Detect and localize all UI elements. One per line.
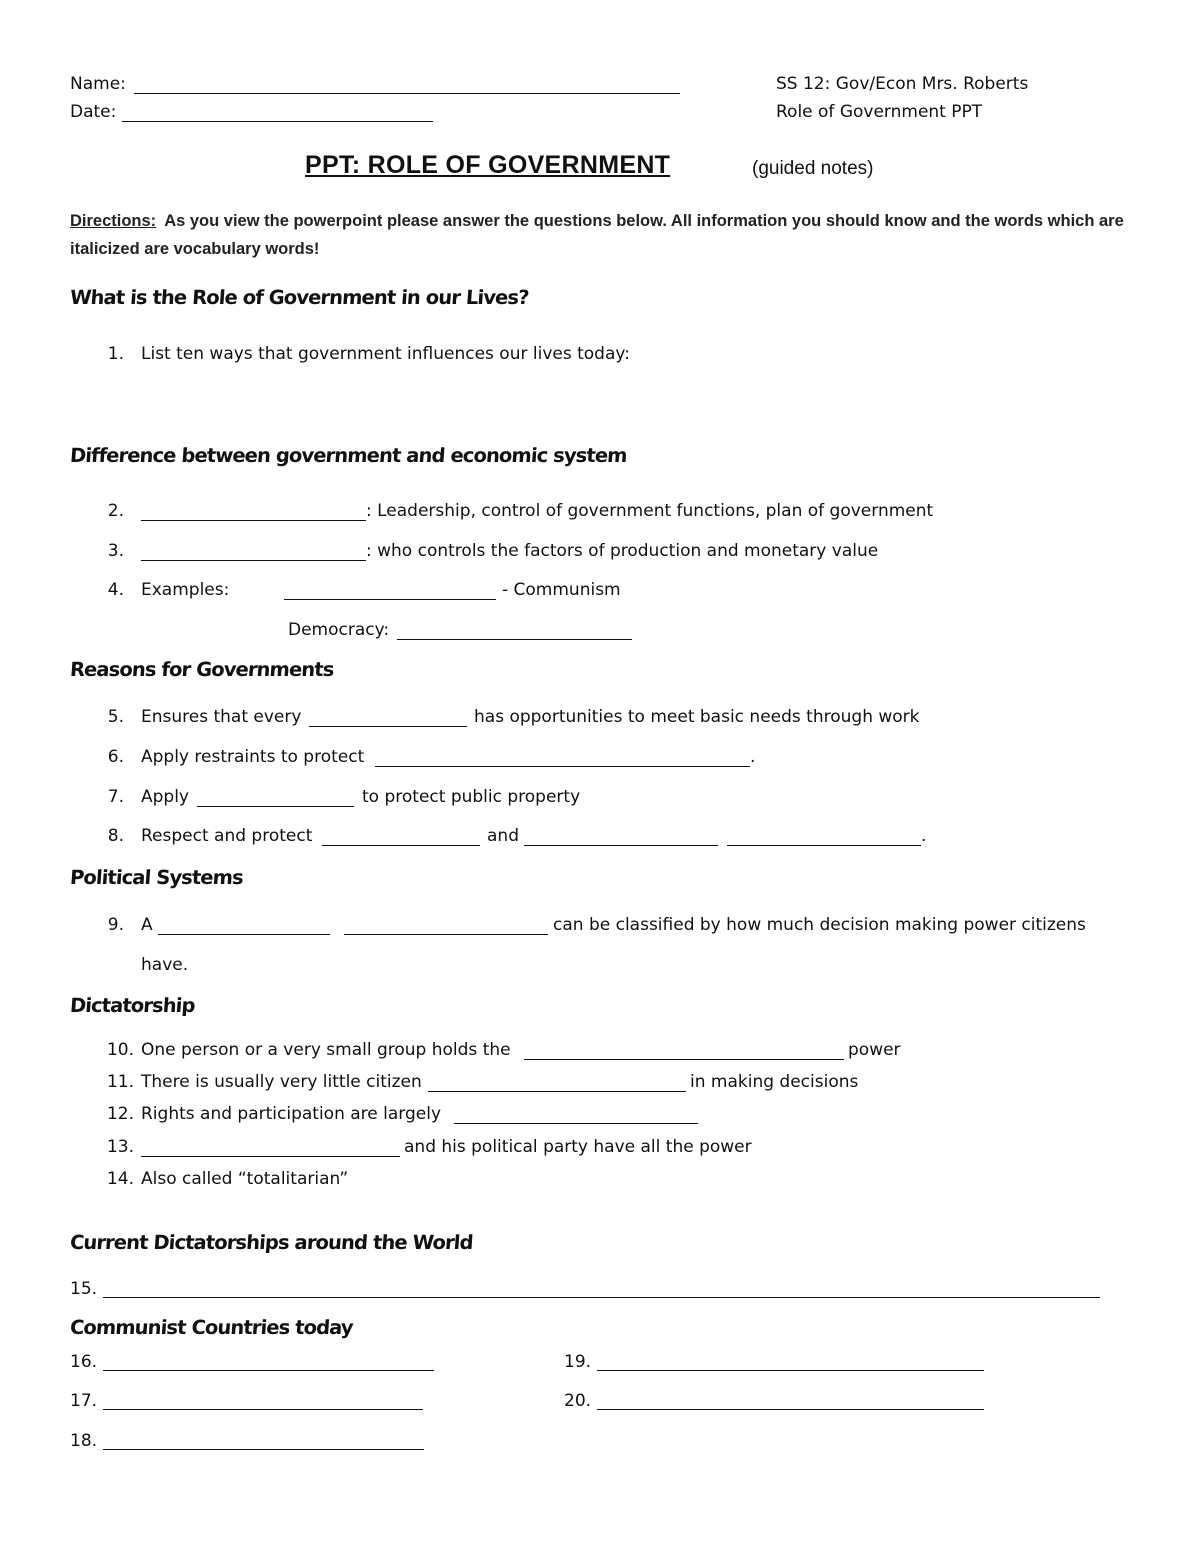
page-subtitle: (guided notes) [752,158,874,179]
question-5-text-end: has opportunities to meet basic needs through work [474,707,920,727]
answer-blank[interactable] [103,1409,423,1410]
answer-blank[interactable] [524,845,718,846]
question-1-text: List ten ways that government influences our lives today: [141,344,630,364]
and-text: and [487,826,519,846]
item-number: 20. [564,1391,592,1411]
question-7-text: Apply [141,787,189,807]
directions-label: Directions: [70,212,157,230]
item-number: 14. [106,1169,134,1189]
item-number: 12. [106,1104,134,1124]
question-3-text: : who controls the factors of production and monetary value [366,541,879,561]
answer-blank[interactable] [103,1449,424,1450]
question-11-text: There is usually very little citizen [141,1072,422,1092]
item-number: 15. [70,1279,98,1299]
period: . [750,747,756,767]
answer-blank[interactable] [322,845,480,846]
answer-blank[interactable] [375,766,750,767]
section-heading-communist-countries: Communist Countries today [69,1316,354,1339]
item-number: 18. [70,1431,98,1451]
section-heading-difference: Difference between government and economic system [69,444,628,467]
item-number: 3. [107,541,124,561]
answer-blank[interactable] [158,934,330,935]
item-number: 1. [107,344,124,364]
question-11-text-end: in making decisions [690,1072,859,1092]
period: . [921,826,927,846]
question-10-text-end: power [848,1040,901,1060]
section-heading-dictatorship: Dictatorship [69,994,196,1017]
communism-text: - Communism [502,580,621,600]
directions-text: As you view the powerpoint please answer the questions below. All information you should know and the words which are italicized are vocabulary words! [70,212,1124,258]
item-number: 17. [70,1391,98,1411]
date-label: Date: [70,102,117,122]
answer-blank[interactable] [284,599,496,600]
item-number: 11. [106,1072,134,1092]
section-heading-role: What is the Role of Government in our Lives? [69,286,530,309]
answer-blank[interactable] [397,639,632,640]
item-number: 16. [70,1352,98,1372]
answer-blank[interactable] [428,1091,686,1092]
section-heading-reasons: Reasons for Governments [69,658,335,681]
item-number: 8. [107,826,124,846]
name-blank[interactable] [134,93,680,94]
question-7-text-end: to protect public property [362,787,581,807]
answer-blank[interactable] [141,1156,400,1157]
document-title: Role of Government PPT [776,102,983,122]
question-10-text: One person or a very small group holds the [141,1040,511,1060]
item-number: 9. [107,915,124,935]
answer-blank[interactable] [597,1370,984,1371]
question-12-text: Rights and participation are largely [141,1104,442,1124]
section-heading-current-dictatorships: Current Dictatorships around the World [69,1231,474,1254]
question-14-text: Also called “totalitarian” [141,1169,349,1189]
item-number: 4. [107,580,124,600]
question-6-text: Apply restraints to protect [141,747,365,767]
course-info: SS 12: Gov/Econ Mrs. Roberts [776,74,1029,94]
item-number: 19. [564,1352,592,1372]
answer-blank[interactable] [309,726,467,727]
question-8-text: Respect and protect [141,826,313,846]
section-heading-political-systems: Political Systems [69,866,244,889]
item-number: 7. [107,787,124,807]
answer-blank[interactable] [597,1409,984,1410]
directions [70,207,1130,263]
answer-blank[interactable] [103,1370,434,1371]
item-number: 10. [106,1040,134,1060]
question-13-text: and his political party have all the power [404,1137,752,1157]
item-number: 6. [107,747,124,767]
answer-blank[interactable] [344,934,548,935]
answer-blank[interactable] [141,560,366,561]
page-title: PPT: ROLE OF GOVERNMENT [305,151,671,179]
date-blank[interactable] [122,121,433,122]
item-number: 5. [107,707,124,727]
answer-blank[interactable] [727,845,921,846]
question-9-text: A [141,915,153,935]
answer-blank[interactable] [103,1297,1100,1298]
item-number: 13. [106,1137,134,1157]
item-number: 2. [107,501,124,521]
question-9-text-mid: can be classified by how much decision making power citizens [553,915,1086,935]
name-label: Name: [70,74,126,94]
examples-label: Examples: [141,580,230,600]
answer-blank[interactable] [454,1123,698,1124]
question-2-text: : Leadership, control of government functions, plan of government [366,501,934,521]
question-9-text-end: have. [141,955,189,975]
answer-blank[interactable] [197,806,354,807]
question-5-text: Ensures that every [141,707,302,727]
answer-blank[interactable] [141,520,366,521]
democracy-label: Democracy: [288,620,390,640]
answer-blank[interactable] [524,1059,844,1060]
